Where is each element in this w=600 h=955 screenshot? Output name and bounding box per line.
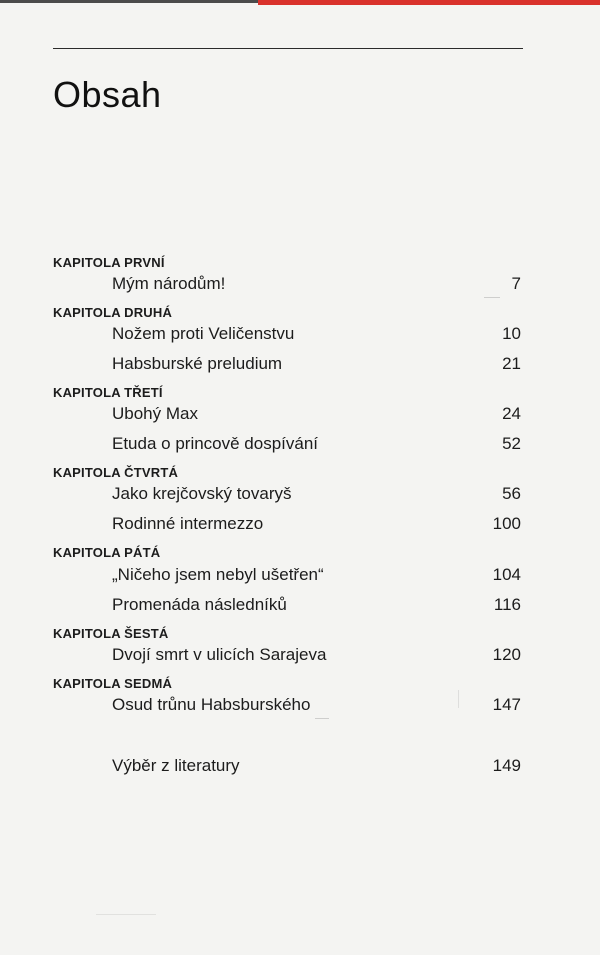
scan-speck xyxy=(458,690,459,708)
chapter-label: KAPITOLA ČTVRTÁ xyxy=(53,465,179,480)
toc-entry-title: Jako krejčovský tovaryš xyxy=(112,484,292,503)
toc-entry-title: Mým národům! xyxy=(112,274,226,293)
toc-entry-page: 120 xyxy=(492,645,521,664)
toc-entry-title: Osud trůnu Habsburského xyxy=(112,695,311,714)
toc-entry-title: „Ničeho jsem nebyl ušetřen“ xyxy=(112,565,324,584)
toc-entry-page: 7 xyxy=(511,274,521,293)
page-title: Obsah xyxy=(53,74,162,115)
toc-entry-page: 56 xyxy=(502,484,521,503)
toc-entry-page: 10 xyxy=(502,324,521,343)
toc-entry-title: Etuda o princově dospívání xyxy=(112,434,319,453)
header-rule xyxy=(53,48,523,49)
bibliography-page: 149 xyxy=(492,756,521,775)
chapter-label: KAPITOLA PÁTÁ xyxy=(53,545,161,560)
toc-entry-page: 100 xyxy=(492,514,521,533)
toc-entry-title: Dvojí smrt v ulicích Sarajeva xyxy=(112,645,327,664)
chapter-label: KAPITOLA DRUHÁ xyxy=(53,305,173,320)
toc-entry-title: Habsburské preludium xyxy=(112,354,283,373)
scan-speck xyxy=(315,718,329,719)
toc-entry-page: 52 xyxy=(502,434,521,453)
toc-entry-page: 147 xyxy=(492,695,521,714)
toc-entry-page: 104 xyxy=(492,565,521,584)
chapter-label: KAPITOLA PRVNÍ xyxy=(53,255,165,270)
toc-entry-title: Ubohý Max xyxy=(112,404,198,423)
top-edge-red xyxy=(258,0,600,5)
toc-entry-page: 116 xyxy=(493,595,521,614)
chapter-label: KAPITOLA ŠESTÁ xyxy=(53,626,169,641)
toc-entry-title: Nožem proti Veličenstvu xyxy=(112,324,295,343)
toc-entry-page: 24 xyxy=(502,404,521,423)
bibliography-title: Výběr z literatury xyxy=(112,756,240,775)
chapter-label: KAPITOLA SEDMÁ xyxy=(53,676,173,691)
toc-entry-title: Rodinné intermezzo xyxy=(112,514,264,533)
top-edge-dark xyxy=(0,0,258,3)
chapter-label: KAPITOLA TŘETÍ xyxy=(53,385,163,400)
scan-speck xyxy=(484,297,500,298)
toc-entry-title: Promenáda následníků xyxy=(112,595,287,614)
scan-speck xyxy=(96,914,156,915)
toc-entry-page: 21 xyxy=(502,354,521,373)
